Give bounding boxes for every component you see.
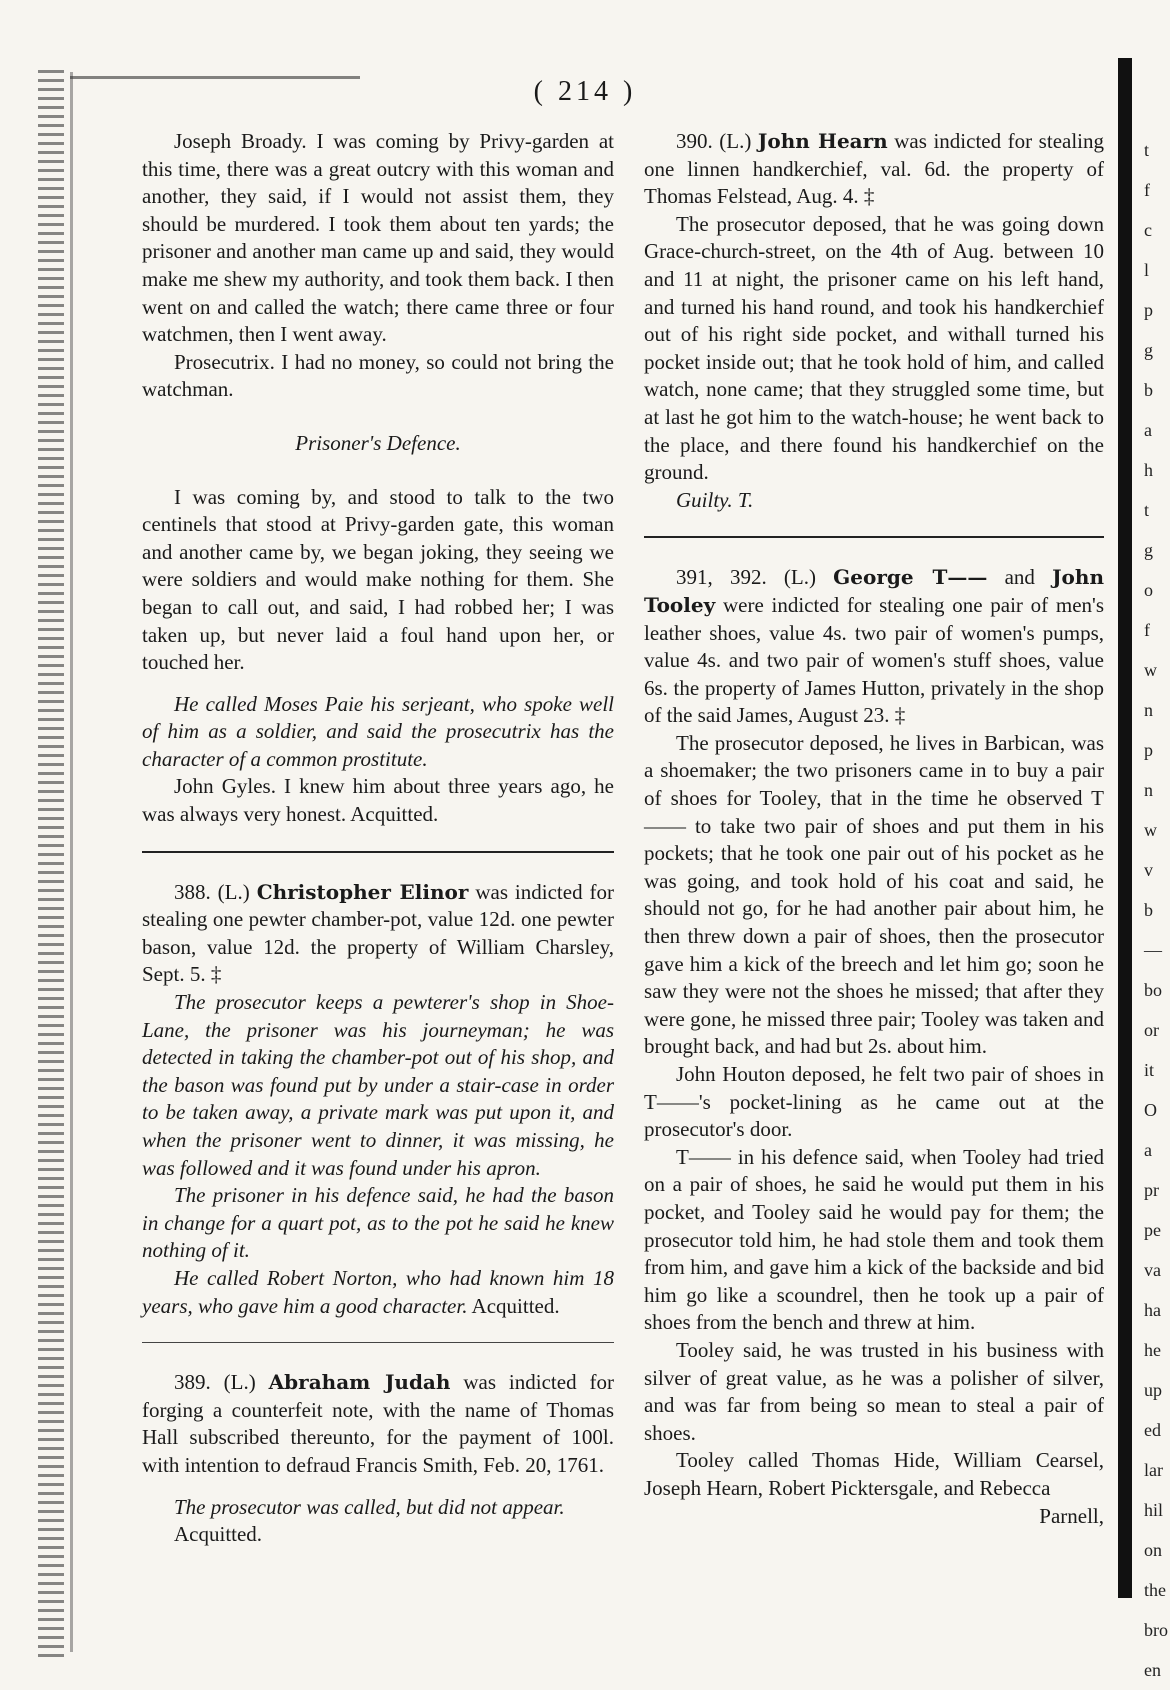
tooley-witnesses: Tooley called Thomas Hide, William Cearsel, Joseph Hearn, Robert Picktersgale, and Rebecca xyxy=(644,1448,1104,1500)
case-391-defendant-1: George T—— xyxy=(833,565,988,590)
spill-fragment: f xyxy=(1144,620,1150,640)
spill-fragment: p xyxy=(1144,740,1153,760)
character-witness: He called Moses Paie his serjeant, who spoke well of him as a soldier, and said the prosecutrix has the character of a common prostitute. xyxy=(142,691,614,771)
spill-fragment: p xyxy=(1144,300,1153,320)
case-390-heading xyxy=(644,128,1104,211)
case-390-testimony: The prosecutor deposed, that he was going down Grace-church-street, on the 4th of Aug. between 10 and 11 at night, the prisoner came on his left hand, and turned his hand round, and took his handkerchief out of his right side pocket, and withall turned his pocket inside out; that he took hold of him, and called watch, none came; that they struggled some time, but at last he got him to the watch-house; he went back to the place, and there found his handkerchief on the ground. xyxy=(644,211,1104,485)
case-388-charge: was indicted for stealing one pewter chamber-pot, value 12d. one pewter bason, value 12d. the property of William Charsley, Sept. 5. ‡ xyxy=(142,879,614,987)
page-number: ( 214 ) xyxy=(533,76,637,107)
spill-fragment: ed xyxy=(1144,1420,1161,1440)
spill-fragment: w xyxy=(1144,660,1157,680)
testimony-gyles: John Gyles. I knew him about three years ago, he was always very honest. Acquitted. xyxy=(142,774,614,827)
case-390-verdict: Guilty. T. xyxy=(676,487,754,512)
case-390-number: 390. (L.) xyxy=(676,129,752,153)
left-column xyxy=(142,128,614,1549)
spill-fragment: w xyxy=(1144,820,1157,840)
spill-fragment: n xyxy=(1144,780,1153,800)
spill-fragment: g xyxy=(1144,540,1153,560)
defence-heading: Prisoner's Defence. xyxy=(295,430,461,455)
spill-fragment: it xyxy=(1144,1060,1155,1080)
case-388-verdict: Acquitted. xyxy=(471,1293,560,1318)
spill-fragment: l xyxy=(1144,260,1150,280)
case-388-number: 388. (L.) xyxy=(174,879,250,904)
spill-fragment: en xyxy=(1144,1660,1161,1680)
spill-fragment: hil xyxy=(1144,1500,1164,1520)
spill-fragment: g xyxy=(1144,340,1153,360)
spill-fragment: bo xyxy=(1144,980,1162,1000)
gutter-bar xyxy=(1118,58,1132,1598)
spill-fragment: c xyxy=(1144,220,1152,240)
spill-fragment: ha xyxy=(1144,1300,1161,1320)
defence-t: T—— in his defence said, when Tooley had tried on a pair of shoes, he said he would put them in his pocket, and Tooley said he would pay for them; the prosecutor told him, he had stole them and took them from him, and gave him a kick of the backside and bid him go like a scoundrel, then he took up a pair of shoes from the bench and threw at him. xyxy=(644,1144,1104,1335)
spill-fragment: or xyxy=(1144,1020,1159,1040)
spill-fragment: pr xyxy=(1144,1180,1159,1200)
right-column xyxy=(644,128,1104,1530)
case-388-defence: The prisoner in his defence said, he had the bason in change for a quart pot, as to the pot he said he knew nothing of it. xyxy=(142,1183,614,1263)
facing-page-spill xyxy=(1144,130,1168,1680)
spill-fragment: O xyxy=(1144,1100,1157,1120)
case-389-defendant: Abraham Judah xyxy=(268,1370,451,1395)
case-391-testimony: The prosecutor deposed, he lives in Barbican, was a shoemaker; the two prisoners came in to buy a pair of shoes for Tooley, that in the time he observed T—— to take two pair of shoes and put them in his pockets; that he took one pair out of his pocket as he was going, and took hold of his coat and said, he should not go, for he had another pair about him, he then threw down a pair of shoes, then the prosecutor gave him a kick of the breech and let him go; soon he saw they were not the shoes he missed; that after they were gone, he missed three pair; Tooley was taken and brought back, and had but 2s. about him. xyxy=(644,730,1104,1059)
spill-fragment: t xyxy=(1144,140,1150,160)
case-391-heading xyxy=(644,564,1104,730)
case-391-and: and xyxy=(1004,565,1035,590)
case-390-defendant: John Hearn xyxy=(757,129,888,153)
testimony-prosecutrix: Prosecutrix. I had no money, so could not bring the watchman. xyxy=(142,349,614,402)
spill-fragment: b xyxy=(1144,900,1153,920)
spill-fragment: v xyxy=(1144,860,1153,880)
case-388-defendant: Christopher Elinor xyxy=(256,879,469,904)
spill-fragment: lar xyxy=(1144,1460,1163,1480)
binding-edge xyxy=(38,70,64,1660)
case-388-facts: The prosecutor keeps a pewterer's shop in Shoe-Lane, the prisoner was his journeyman; he was detected in taking the chamber-pot out of his shop, and the bason was found put by under a stair-case in order to be taken away, a private mark was put upon it, and when the prisoner went to dinner, it was missing, he was followed and it was found under his apron. xyxy=(142,990,614,1180)
spill-fragment: f xyxy=(1144,180,1150,200)
case-388-character-text: He called Robert Norton, who had known him 18 years, who gave him a good character. xyxy=(142,1265,614,1318)
spill-fragment: o xyxy=(1144,580,1153,600)
spill-fragment: the xyxy=(1144,1580,1166,1600)
case-389-note: The prosecutor was called, but did not appear. xyxy=(174,1494,565,1519)
case-391-charge: were indicted for stealing one pair of men's leather shoes, value 4s. two pair of women's pumps, value 4s. and two pair of women's stuff shoes, value 6s. the property of James Hutton, privately in the shop of the said James, August 23. ‡ xyxy=(644,592,1105,728)
case-389-verdict: Acquitted. xyxy=(174,1522,263,1547)
defence-tooley: Tooley said, he was trusted in his business with silver of great value, as he was a polisher of silver, and was far from being so mean to steal a pair of shoes. xyxy=(644,1337,1104,1445)
spill-fragment: pe xyxy=(1144,1220,1161,1240)
spill-fragment: a xyxy=(1144,1140,1152,1160)
case-389-heading xyxy=(142,1369,614,1479)
case-388-character xyxy=(142,1265,614,1320)
case-388-heading xyxy=(142,879,614,989)
catchword: Parnell, xyxy=(1039,1503,1104,1528)
spill-fragment: he xyxy=(1144,1340,1161,1360)
case-389-number: 389. (L.) xyxy=(174,1370,256,1395)
testimony-houton: John Houton deposed, he felt two pair of shoes in T——'s pocket-lining as he came out at the prosecutor's door. xyxy=(644,1062,1104,1142)
case-391-defendant-2: John Tooley xyxy=(644,565,1104,617)
spill-fragment: on xyxy=(1144,1540,1162,1560)
case-391-number: 391, 392. (L.) xyxy=(676,565,816,590)
prisoner-defence: I was coming by, and stood to talk to the two centinels that stood at Privy-garden gate, this woman and another came by, we began joking, they seeing we were soldiers and would make nothing for them. She began to call out, and said, I had robbed her; I was taken up, but never laid a foul hand upon her, or touched her. xyxy=(142,484,614,675)
spill-fragment: t xyxy=(1144,500,1150,520)
spill-fragment: — xyxy=(1144,940,1162,960)
spill-fragment: n xyxy=(1144,700,1153,720)
case-389-charge: was indicted for forging a counterfeit note, with the name of Thomas Hall subscribed thereunto, for the payment of 100l. with intention to defraud Francis Smith, Feb. 20, 1761. xyxy=(142,1370,614,1477)
testimony-broady: Joseph Broady. I was coming by Privy-garden at this time, there was a great outcry with this woman and another, they said, if I would not assist them, they should be murdered. I took them about ten yards; the prisoner and another man came up and said, they would make me shew my authority, and took them back. I then went on and called the watch; there came three or four watchmen, then I went away. xyxy=(142,129,614,347)
spill-fragment: bro xyxy=(1144,1620,1168,1640)
binding-line xyxy=(70,72,73,1652)
spill-fragment: h xyxy=(1144,460,1153,480)
spill-fragment: b xyxy=(1144,380,1153,400)
spill-fragment: a xyxy=(1144,420,1152,440)
spill-fragment: va xyxy=(1144,1260,1161,1280)
case-390-charge: was indicted for stealing one linnen handkerchief, val. 6d. the property of Thomas Felstead, Aug. 4. ‡ xyxy=(644,129,1105,209)
spill-fragment: up xyxy=(1144,1380,1162,1400)
